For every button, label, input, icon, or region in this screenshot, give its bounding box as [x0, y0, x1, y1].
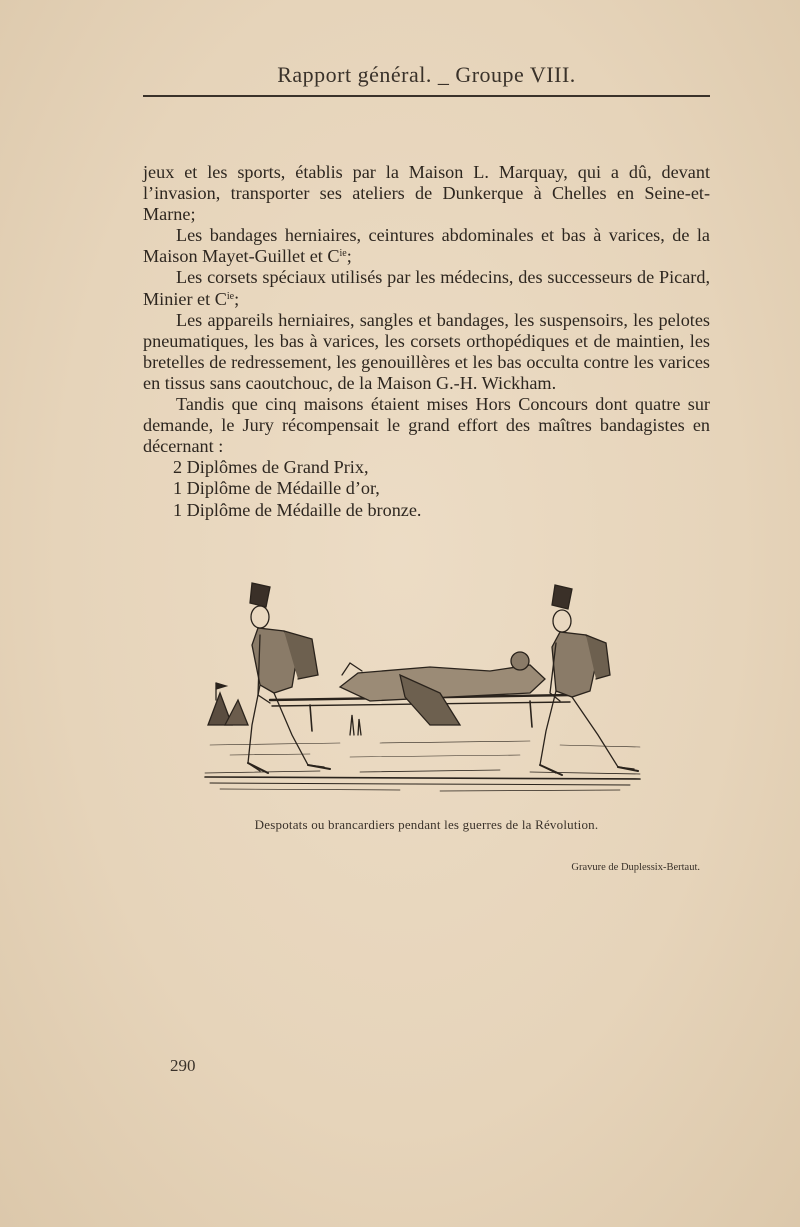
award-item: 2 Diplômes de Grand Prix,	[173, 457, 369, 478]
header-rule	[143, 95, 710, 97]
paragraph-2-end: ;	[346, 246, 352, 267]
page-number: 290	[170, 1056, 196, 1075]
paragraph-4: Les appareils herniaires, sangles et bandages, les suspensoirs, les pelotes pneumatiques, les bas à varices, les corsets orthopédiques et de maintien, les bretelles de redressement, les genouillères et les bas occulta contre les varices en tissus sans caoutchouc, de la Maison G.-H. Wickham.	[143, 309, 710, 393]
paragraph-3-text: Les corsets spéciaux utilisés par les médecins, des successeurs de Picard, Minier et C	[143, 267, 710, 309]
paragraph-1: jeux et les sports, établis par la Maison L. Marquay, qui a dû, devant l’invasion, transporter ses ateliers de Dunkerque à Chelles en Seine-et-Marne;	[143, 162, 710, 225]
figure-caption: Despotats ou brancardiers pendant les guerres de la Révolution.	[254, 817, 599, 832]
paragraph-5: Tandis que cinq maisons étaient mises Hors Concours dont quatre sur demande, le Jury récompensait le grand effort des maîtres bandagistes en décernant :	[143, 394, 710, 457]
paragraph-2	[143, 225, 710, 267]
figure-credit: Gravure de Duplessix-Bertaut.	[571, 862, 700, 873]
award-item: 1 Diplôme de Médaille de bronze.	[173, 499, 422, 520]
running-head: Rapport général. _ Groupe VIII.	[277, 62, 576, 87]
stretcher-bearers-engraving	[200, 575, 645, 795]
award-item: 1 Diplôme de Médaille d’or,	[173, 478, 380, 499]
body-text	[143, 162, 710, 521]
paragraph-2-text: Les bandages herniaires, ceintures abdominales et bas à varices, de la Maison Mayet-Guillet et C	[143, 225, 710, 267]
paragraph-3-end: ;	[234, 288, 240, 309]
paragraph-2-sup: ie	[339, 248, 347, 260]
paragraph-3	[143, 267, 710, 309]
paragraph-3-sup: ie	[226, 290, 235, 302]
